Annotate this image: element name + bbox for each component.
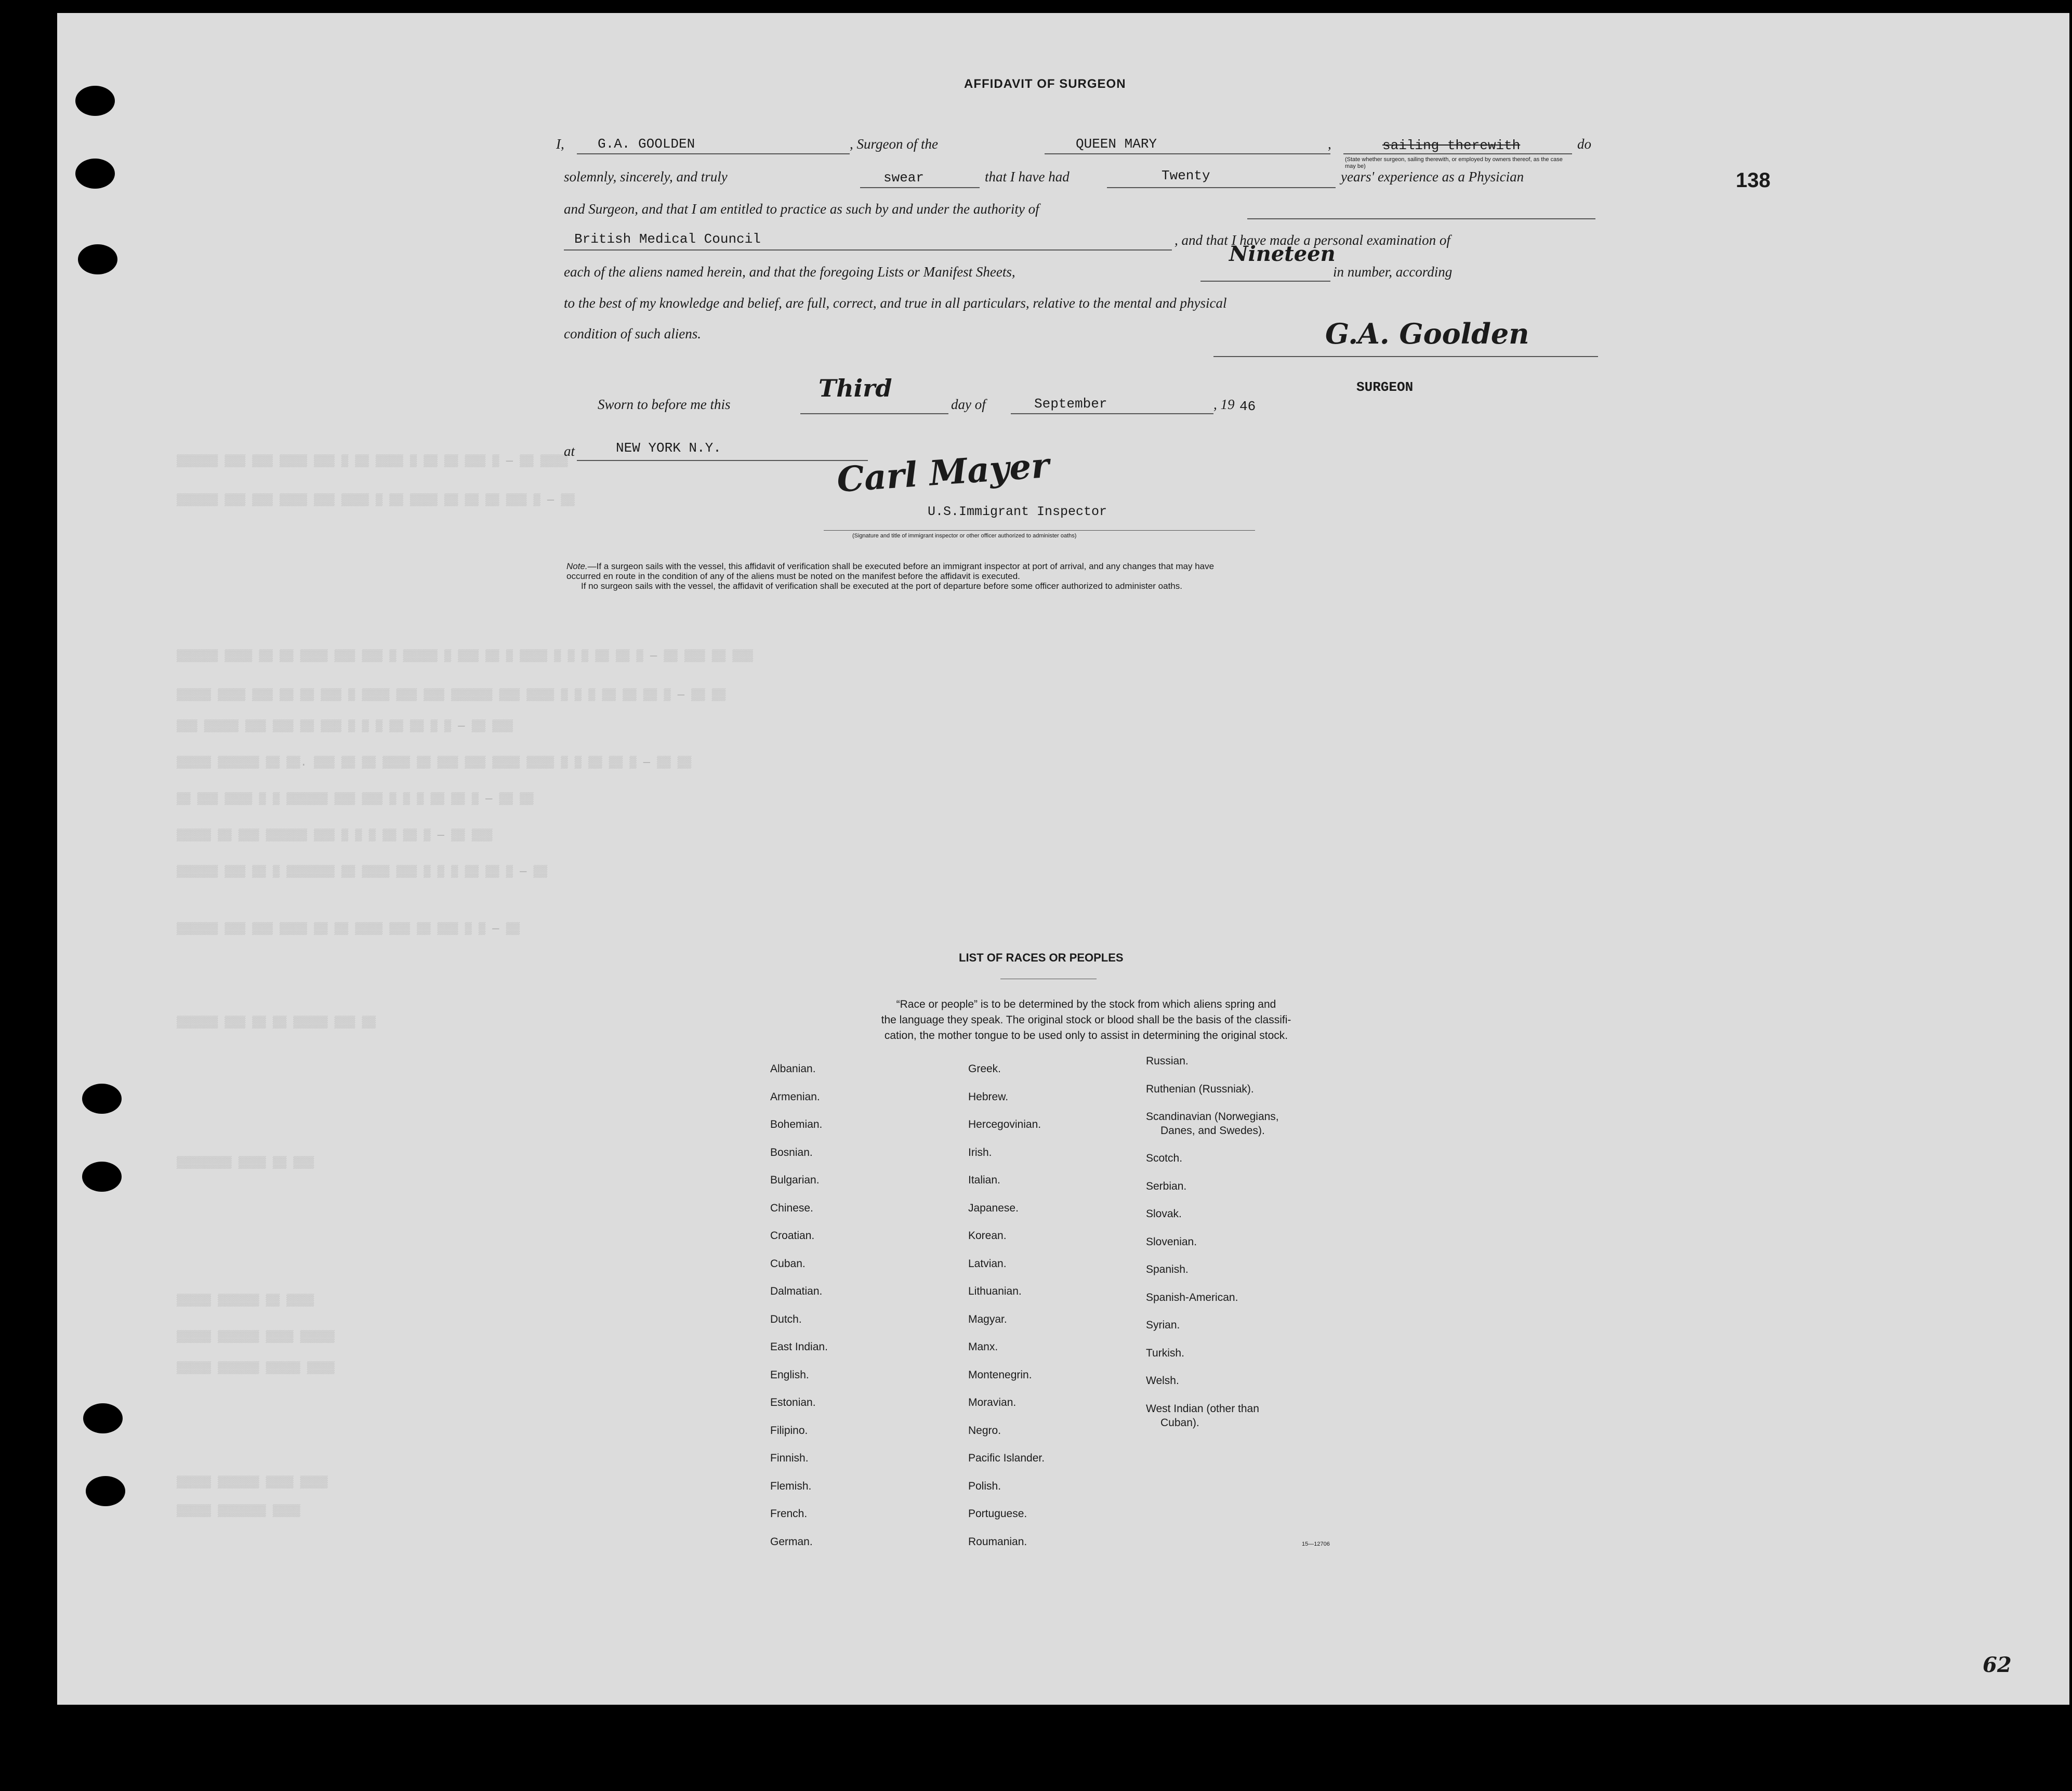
binder-hole	[83, 1403, 123, 1433]
bleed-through-text: ▒▒▒▒▒▒ ▒▒▒ ▒▒ ▒▒ ▒▒▒▒▒ ▒▒▒ ▒▒	[177, 1016, 376, 1029]
race-item: Estonian.	[770, 1397, 816, 1408]
bleed-through-text: ▒▒▒▒▒ ▒▒▒▒▒▒ ▒▒ ▒▒▒▒	[177, 1294, 314, 1307]
note-line-1: —If a surgeon sails with the vessel, this affidavit of verification shall be executed before an immigrant inspector at port of arrival, and any changes that may have	[587, 561, 1215, 571]
race-item: Bosnian.	[770, 1146, 813, 1158]
race-item: Albanian.	[770, 1063, 816, 1075]
bleed-through-text: ▒▒▒▒▒ ▒▒ ▒▒▒ ▒▒▒▒▒▒ ▒▒▒ ▒ ▒ ▒ ▒▒ ▒▒ ▒ — ▒▒ ▒▒▒	[177, 829, 493, 842]
race-item: Negro.	[968, 1424, 1001, 1437]
race-item: German.	[770, 1535, 813, 1548]
race-item: Portuguese.	[968, 1508, 1027, 1520]
inspector-title: U.S.Immigrant Inspector	[928, 504, 1107, 519]
year-field: 46	[1239, 399, 1256, 414]
page-number: 138	[1736, 169, 1771, 192]
surgeon-name-field: G.A. GOOLDEN	[598, 136, 695, 152]
bleed-through-text: ▒▒▒ ▒▒▒▒▒ ▒▒▒ ▒▒▒ ▒▒ ▒▒▒ ▒ ▒ ▒ ▒▒ ▒▒ ▒ ▒ — ▒▒ ▒▒▒	[177, 720, 513, 733]
race-item: Syrian.	[1146, 1319, 1180, 1332]
race-item: Flemish.	[770, 1480, 812, 1492]
race-item: French.	[770, 1508, 808, 1520]
inspector-signature: Carl Mayer	[835, 444, 1051, 501]
bleed-through-text: ▒▒▒▒▒▒ ▒▒▒ ▒▒ ▒ ▒▒▒▒▒▒▒ ▒▒ ▒▒▒▒ ▒▒▒ ▒ ▒ ▒ ▒▒ ▒▒ ▒ — ▒▒	[177, 865, 547, 878]
race-item: Italian.	[968, 1174, 1000, 1186]
race-item: Welsh.	[1146, 1375, 1179, 1387]
surgeon-title: SURGEON	[1356, 379, 1414, 395]
affidavit-title: AFFIDAVIT OF SURGEON	[964, 77, 1126, 91]
race-item: Manx.	[968, 1341, 998, 1353]
race-item: Irish.	[968, 1146, 992, 1158]
race-item: Hercegovinian.	[968, 1118, 1041, 1130]
race-item: Magyar.	[968, 1313, 1007, 1325]
authority-field: British Medical Council	[574, 231, 761, 247]
race-item: Cuban.	[770, 1257, 806, 1270]
binder-hole	[75, 159, 115, 189]
authority-text: and Surgeon, and that I am entitled to practice as such by and under the authority of	[564, 201, 1039, 217]
race-item: Bohemian.	[770, 1118, 823, 1130]
race-item: Croatian.	[770, 1230, 815, 1242]
experience-text: years' experience as a Physician	[1341, 169, 1524, 185]
race-item: Lithuanian.	[968, 1285, 1022, 1297]
race-item: Moravian.	[968, 1397, 1017, 1408]
bleed-through-text: ▒▒▒▒▒ ▒▒▒▒▒▒ ▒▒▒▒ ▒▒▒▒	[177, 1476, 328, 1489]
binder-hole	[82, 1084, 122, 1114]
do-label: do	[1577, 136, 1591, 152]
race-item: Cuban).	[1160, 1416, 1199, 1429]
race-item: West Indian (other than	[1146, 1402, 1259, 1415]
year-prefix: , 19	[1213, 397, 1235, 412]
knowledge-text: to the best of my knowledge and belief, are full, correct, and true in all particulars, relative to the mental and physical	[564, 295, 1227, 311]
race-item: Filipino.	[770, 1424, 808, 1437]
race-item: Danes, and Swedes).	[1160, 1124, 1265, 1137]
race-item: Latvian.	[968, 1257, 1007, 1270]
day-field: Third	[819, 374, 892, 402]
race-item: Slovenian.	[1146, 1235, 1197, 1248]
race-item: English.	[770, 1368, 809, 1381]
inspector-caption: (Signature and title of immigrant inspector or other officer authorized to administer oaths)	[852, 533, 1077, 539]
vessel-name-field: QUEEN MARY	[1076, 136, 1157, 152]
had-text: that I have had	[985, 169, 1070, 185]
aliens-text: each of the aliens named herein, and that the foregoing Lists or Manifest Sheets,	[564, 264, 1015, 280]
race-item: Roumanian.	[968, 1535, 1027, 1548]
race-item: Korean.	[968, 1230, 1007, 1242]
sworn-text: Sworn to before me this	[598, 397, 731, 412]
bleed-through-text: ▒▒▒▒▒ ▒▒▒▒▒▒ ▒▒ ▒▒. ▒▒▒ ▒▒ ▒▒ ▒▒▒▒ ▒▒ ▒▒▒ ▒▒▒ ▒▒▒▒ ▒▒▒▒ ▒ ▒ ▒▒ ▒▒ ▒ — ▒▒ ▒▒	[177, 756, 692, 769]
races-intro: “Race or people” is to be determined by the stock from which aliens spring and the language they speak. The original stock or blood shall be the basis of the classifi- cation, the mother tongue to be used only to assist in determining the original stock.	[881, 998, 1291, 1042]
corner-number: 62	[1983, 1653, 2012, 1677]
bleed-through-text: ▒▒▒▒▒ ▒▒▒▒▒▒ ▒▒▒▒▒ ▒▒▒▒	[177, 1362, 335, 1375]
surgeon-signature: G.A. Goolden	[1325, 317, 1529, 350]
race-item: Polish.	[968, 1480, 1001, 1492]
bleed-through-text: ▒▒▒▒▒ ▒▒▒▒▒▒ ▒▒▒▒ ▒▒▒▒▒	[177, 1331, 335, 1344]
condition-text: condition of such aliens.	[564, 326, 701, 341]
bleed-through-text: ▒▒▒▒▒▒ ▒▒▒▒ ▒▒ ▒▒ ▒▒▒▒ ▒▒▒ ▒▒▒ ▒ ▒▒▒▒▒ ▒ ▒▒▒ ▒▒ ▒ ▒▒▒▒ ▒ ▒ ▒ ▒▒ ▒▒ ▒ — ▒▒ ▒▒▒ ▒▒ ▒▒▒	[177, 650, 753, 663]
note-label: Note.	[566, 561, 588, 571]
bleed-through-text: ▒▒▒▒▒▒ ▒▒▒ ▒▒▒ ▒▒▒▒ ▒▒ ▒▒ ▒▒▒▒ ▒▒▒ ▒▒ ▒▒▒ ▒ ▒ — ▒▒	[177, 923, 520, 936]
form-number: 15—12706	[1302, 1541, 1330, 1547]
sheets-count-field: Nineteen	[1229, 242, 1336, 266]
race-item: Armenian.	[770, 1090, 820, 1103]
affidavit-note	[566, 561, 1601, 591]
place-field: NEW YORK N.Y.	[616, 440, 721, 456]
race-item: Slovak.	[1146, 1208, 1182, 1220]
race-item: Finnish.	[770, 1452, 809, 1464]
race-item: Montenegrin.	[968, 1368, 1032, 1381]
race-item: Spanish-American.	[1146, 1291, 1238, 1303]
at-text: at	[564, 443, 575, 459]
race-item: Hebrew.	[968, 1090, 1009, 1103]
note-line-2: occurred en route in the condition of any of the aliens must be noted on the manifest before the affidavit is executed.	[566, 571, 1020, 581]
manifest-page: 138 ▒▒▒▒▒▒ ▒▒▒ ▒▒▒ ▒▒▒▒ ▒▒▒ ▒ ▒▒ ▒▒▒▒ ▒ ▒▒ ▒▒ ▒▒▒ ▒ — ▒▒ ▒▒▒▒ ▒▒▒▒▒▒ ▒▒▒ ▒▒▒ ▒▒▒▒ ▒▒▒ ▒▒▒▒ ▒ ▒▒ ▒▒▒▒ ▒▒ ▒▒ ▒▒ ▒▒▒ ▒ — ▒▒ ▒▒▒▒▒▒ ▒▒▒▒ ▒▒ ▒▒ ▒▒▒▒ ▒▒▒ ▒▒▒ ▒ ▒▒▒▒▒ ▒ ▒▒▒ ▒▒ ▒ ▒▒▒▒ ▒ ▒ ▒ ▒▒ ▒▒ ▒ — ▒▒ ▒▒▒ ▒▒ ▒▒▒ ▒▒▒▒▒ ▒▒▒▒ ▒▒▒ ▒▒ ▒▒ ▒▒▒ ▒ ▒▒▒▒ ▒▒▒ ▒▒▒ ▒▒▒▒▒▒ ▒▒▒ ▒▒▒▒ ▒ ▒ ▒ ▒▒ ▒▒ ▒▒ ▒ — ▒▒ ▒▒ ▒▒▒ ▒▒▒▒▒ ▒▒▒ ▒▒▒ ▒▒ ▒▒▒ ▒ ▒ ▒ ▒▒ ▒▒ ▒ ▒ — ▒▒ ▒▒▒ ▒▒▒▒▒ ▒▒▒▒▒▒ ▒▒ ▒▒. ▒▒▒ ▒▒ ▒▒ ▒▒▒▒ ▒▒ ▒▒▒ ▒▒▒ ▒▒▒▒ ▒▒▒▒ ▒ ▒ ▒▒ ▒▒ ▒ — ▒▒ ▒▒ ▒▒ ▒▒▒ ▒▒▒▒ ▒ ▒ ▒▒▒▒▒▒ ▒▒▒ ▒▒▒ ▒ ▒ ▒ ▒▒ ▒▒ ▒ — ▒▒ ▒▒ ▒▒▒▒▒ ▒▒ ▒▒▒ ▒▒▒▒▒▒ ▒▒▒ ▒ ▒ ▒ ▒▒ ▒▒ ▒ — ▒▒ ▒▒▒ ▒▒▒▒▒▒ ▒▒▒ ▒▒ ▒ ▒▒▒▒▒▒▒ ▒▒ ▒▒▒▒ ▒▒▒ ▒ ▒ ▒ ▒▒ ▒▒ ▒ — ▒▒ ▒▒▒▒▒▒ ▒▒▒ ▒▒▒ ▒▒▒▒ ▒▒ ▒▒ ▒▒▒▒ ▒▒▒ ▒▒ ▒▒▒ ▒ ▒ — ▒▒ ▒▒▒▒▒▒ ▒▒▒ ▒▒ ▒▒ ▒▒▒▒▒ ▒▒▒ ▒▒ ▒▒▒▒▒▒▒▒ ▒▒▒▒ ▒▒ ▒▒▒ ▒▒▒▒▒ ▒▒▒▒▒▒ ▒▒ ▒▒▒▒ ▒▒▒▒▒ ▒▒▒▒▒▒ ▒▒▒▒ ▒▒▒▒▒ ▒▒▒▒▒ ▒▒▒▒▒▒ ▒▒▒▒▒ ▒▒▒▒ ▒▒▒▒▒ ▒▒▒▒▒▒ ▒▒▒▒ ▒▒▒▒ ▒▒▒▒▒ ▒▒▒▒▒▒▒ ▒▒▒▒ AFFIDAVIT OF SURGEON I, G.A. GOOLDEN , Surgeon of the QUEEN MARY , sailing therewith do (State whether surgeon, sailing therewith, or employed by owners thereof, as the case may be) solemnly, sincerely, and truly swear that I have had Twenty years' experience as a Physician and Surgeon, and that I am entitled to practice as such by and under the authority of British Medical Council , and that I have made a personal examination of each of the aliens named herein, and that the foregoing Lists or Manifest Sheets, Nineteen in number, according to the best of my knowledge and belief, are full, correct, and true in all particulars, relative to the mental and physical condition of such aliens. G.A. Goolden SURGEON Sworn to before me this Third day of September , 19 46 at NEW YORK N.Y. Carl Mayer U.S.Immigrant Inspector (Signature and title of immigrant inspector or other officer authorized to administer oaths) Note.—If a surgeon sails with the vessel, this affidavit of verification shall be executed before an immigrant inspector at port of arrival, and any changes that may have occurred en route in the condition of any of the aliens must be noted on the manifest before the affidavit is executed. If no surgeon sails with the vessel, the affidavit of verification shall be executed at the port of departure before some officer authorized to administer oaths. LIST OF RACES OR PEOPLES “Race or people” is to be determined by the stock from which aliens spring and the language they speak. The original stock or blood shall be the basis of the classifi- cation, the mother tongue to be used only to assist in determining the original stock. Albanian. Armenian. Bohemian. Bosnian. Bulgarian. Chinese. Croatian. Cuban. Dalmatian. Dutch. East Indian. English. Estonian. Filipino. Finnish. Flemish. French. German. Greek. Hebrew. Hercegovinian. Irish. Italian. Japanese. Korean. Latvian. Lithuanian. Magyar. Manx. Montenegrin. Moravian. Negro. Pacific Islander. Polish. Portuguese. Roumanian. Russian. Ruthenian (Russniak). Scandinavian (Norwegians, Danes, and Swedes). Scotch. Serbian. Slovak. Slovenian. Spanish. Spanish-American. Syrian. Turkish. Welsh. West Indian (other than Cuban). 15—12706 62	[57, 13, 2069, 1705]
bleed-through-text: ▒▒▒▒▒▒▒▒ ▒▒▒▒ ▒▒ ▒▒▒	[177, 1156, 314, 1169]
bleed-through-text: ▒▒▒▒▒▒ ▒▒▒ ▒▒▒ ▒▒▒▒ ▒▒▒ ▒▒▒▒ ▒ ▒▒ ▒▒▒▒ ▒▒ ▒▒ ▒▒ ▒▒▒ ▒ — ▒▒	[177, 494, 575, 507]
race-item: Japanese.	[968, 1202, 1019, 1214]
races-column-1	[770, 1055, 828, 1556]
bleed-through-text: ▒▒▒▒▒ ▒▒▒▒ ▒▒▒ ▒▒ ▒▒ ▒▒▒ ▒ ▒▒▒▒ ▒▒▒ ▒▒▒ ▒▒▒▒▒▒ ▒▒▒ ▒▒▒▒ ▒ ▒ ▒ ▒▒ ▒▒ ▒▒ ▒ — ▒▒ ▒▒	[177, 689, 726, 702]
race-item: East Indian.	[770, 1341, 828, 1353]
sailing-therewith-field: sailing therewith	[1382, 138, 1521, 153]
day-of-text: day of	[951, 397, 986, 412]
binder-hole	[78, 244, 117, 274]
years-field: Twenty	[1162, 168, 1210, 183]
bleed-through-text: ▒▒ ▒▒▒ ▒▒▒▒ ▒ ▒ ▒▒▒▒▒▒ ▒▒▒ ▒▒▒ ▒ ▒ ▒ ▒▒ ▒▒ ▒ — ▒▒ ▒▒	[177, 793, 534, 806]
surgeon-of-label: , Surgeon of the	[850, 136, 938, 152]
note-line-3: If no surgeon sails with the vessel, the affidavit of verification shall be executed at the port of departure before some officer authorized to administer oaths.	[581, 581, 1182, 591]
in-number-text: in number, according	[1333, 264, 1453, 280]
race-item: Scotch.	[1146, 1152, 1183, 1165]
affidavit-pronoun: I,	[556, 136, 564, 152]
races-column-2	[968, 1055, 1045, 1556]
race-item: Turkish.	[1146, 1347, 1184, 1359]
exam-text: , and that I have made a personal examination of	[1174, 232, 1450, 248]
races-column-3	[1146, 1055, 1279, 1444]
races-title: LIST OF RACES OR PEOPLES	[959, 951, 1124, 964]
race-item: Serbian.	[1146, 1180, 1187, 1192]
race-item: Dalmatian.	[770, 1285, 823, 1297]
state-whether-note: (State whether surgeon, sailing therewith, or employed by owners thereof, as the case may be)	[1345, 156, 1563, 169]
race-item: Dutch.	[770, 1313, 802, 1325]
month-field: September	[1034, 396, 1107, 412]
race-item: Ruthenian (Russniak).	[1146, 1083, 1254, 1095]
bleed-through-text: ▒▒▒▒▒▒ ▒▒▒ ▒▒▒ ▒▒▒▒ ▒▒▒ ▒ ▒▒ ▒▒▒▒ ▒ ▒▒ ▒▒ ▒▒▒ ▒ — ▒▒ ▒▒▒▒	[177, 455, 568, 468]
binder-hole	[75, 86, 115, 116]
race-item: Spanish.	[1146, 1263, 1189, 1276]
race-item: Chinese.	[770, 1202, 813, 1214]
race-item: Greek.	[968, 1063, 1001, 1075]
solemnly-text: solemnly, sincerely, and truly	[564, 169, 728, 185]
race-item: Scandinavian (Norwegians,	[1146, 1111, 1279, 1123]
binder-hole	[86, 1476, 125, 1506]
oath-field: swear	[883, 170, 925, 186]
bleed-through-text: ▒▒▒▒▒ ▒▒▒▒▒▒▒ ▒▒▒▒	[177, 1505, 300, 1518]
race-item: Russian.	[1146, 1055, 1189, 1067]
binder-hole	[82, 1162, 122, 1192]
race-item: Pacific Islander.	[968, 1452, 1045, 1464]
race-item: Bulgarian.	[770, 1174, 820, 1186]
